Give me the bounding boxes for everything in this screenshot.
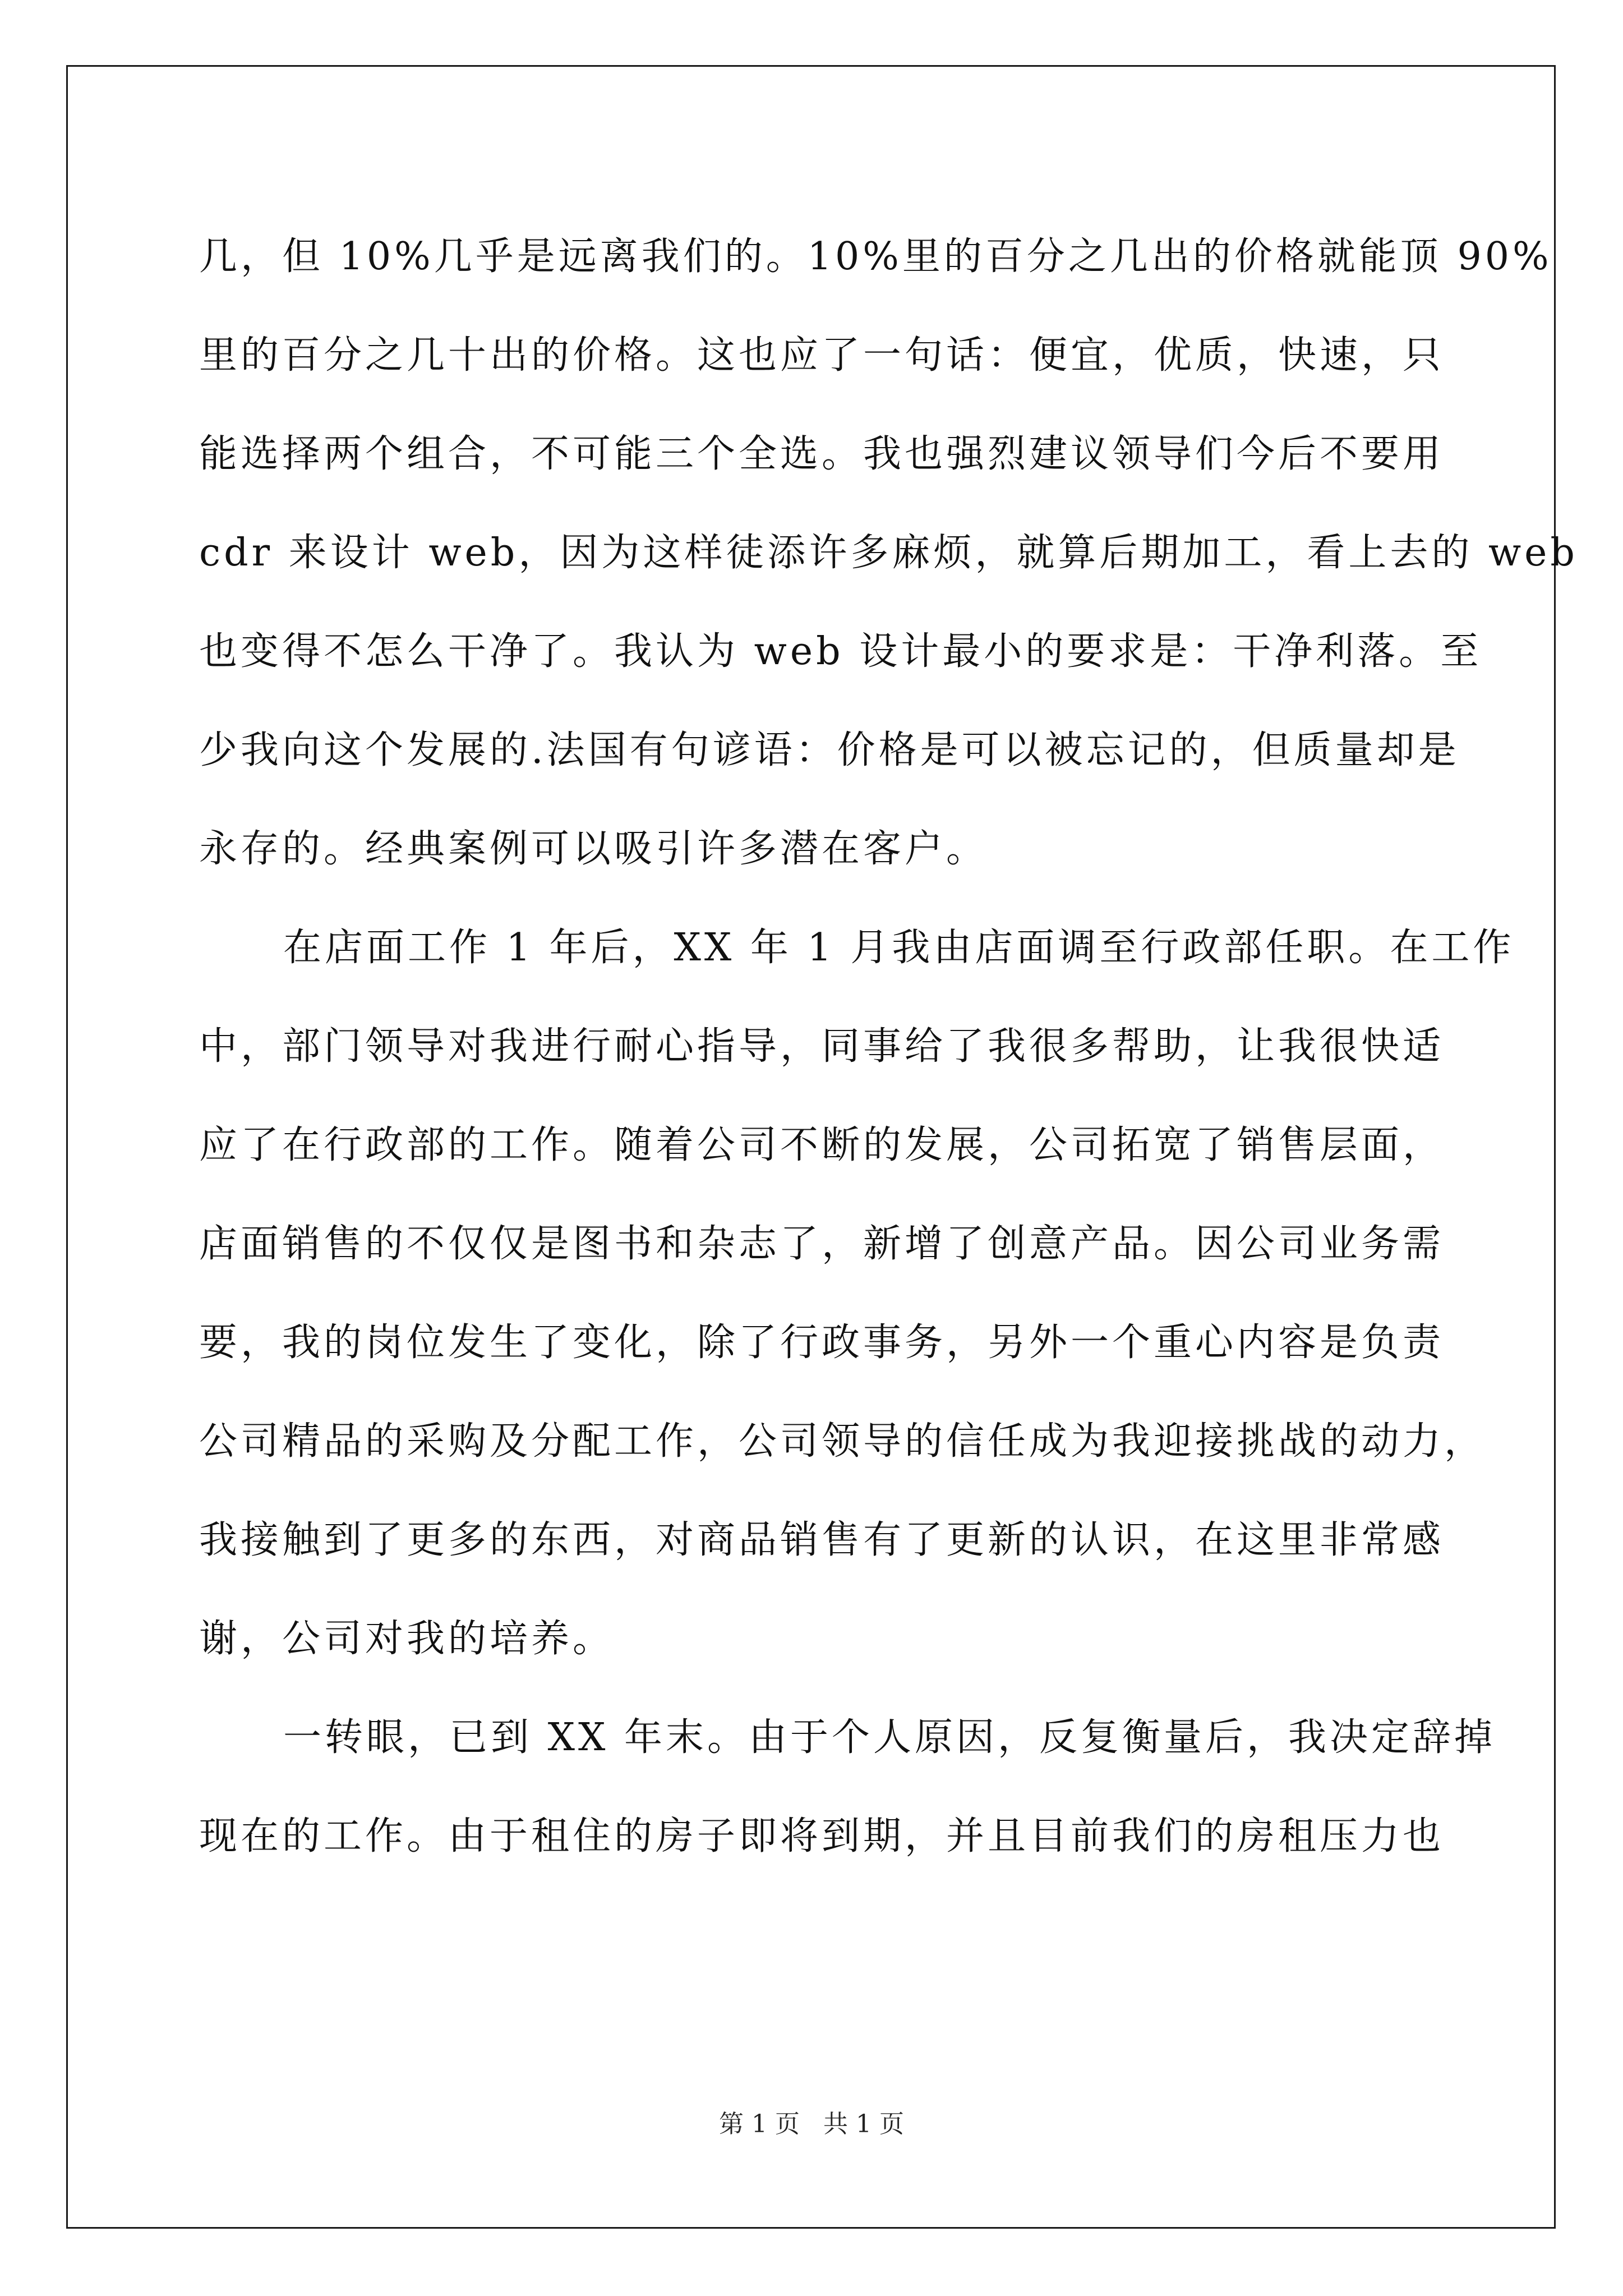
document-body [199,208,1578,1886]
paragraph-line: cdr 来设计 web，因为这样徒添许多麻烦，就算后期加工，看上去的 web [199,531,1578,575]
paragraph-line: 我接触到了更多的东西，对商品销售有了更新的认识，在这里非常感 [199,1518,1445,1562]
paragraph-line: 里的百分之几十出的价格。这也应了一句话：便宜，优质，快速，只 [199,333,1445,378]
paragraph-line: 也变得不怎么干净了。我认为 web 设计最小的要求是：干净利落。至 [199,629,1482,674]
paragraph-line: 在店面工作 1 年后，XX 年 1 月我由店面调至行政部任职。在工作 [283,926,1515,970]
paragraph-line: 公司精品的采购及分配工作，公司领导的信任成为我迎接挑战的动力， [199,1419,1486,1464]
paragraph-line: 谢，公司对我的培养。 [199,1617,615,1661]
paragraph-1 [199,208,1578,899]
paragraph-line: 少我向这个发展的.法国有句谚语：价格是可以被忘记的，但质量却是 [199,728,1460,772]
paragraph-line: 店面销售的不仅仅是图书和杂志了，新增了创意产品。因公司业务需 [199,1222,1445,1266]
paragraph-line: 要，我的岗位发生了变化，除了行政事务，另外一个重心内容是负责 [199,1320,1445,1365]
paragraph-line: 中，部门领导对我进行耐心指导，同事给了我很多帮助，让我很快适 [199,1024,1445,1069]
page-footer [0,2104,1623,2139]
page-total: 共 1 页 [823,2110,904,2138]
paragraph-line: 能选择两个组合，不可能三个全选。我也强烈建议领导们今后不要用 [199,432,1445,476]
paragraph-line: 一转眼，已到 XX 年末。由于个人原因，反复衡量后，我决定辞掉 [283,1715,1496,1760]
paragraph-3 [199,1688,1496,1886]
paragraph-line: 永存的。经典案例可以吸引许多潜在客户。 [199,827,988,871]
paragraph-line: 几，但 10%几乎是远离我们的。10%里的百分之几出的价格就能顶 90% [199,234,1552,279]
page-number: 第 1 页 [719,2110,800,2138]
paragraph-line: 现在的工作。由于租住的房子即将到期，并且目前我们的房租压力也 [199,1814,1445,1858]
paragraph-line: 应了在行政部的工作。随着公司不断的发展，公司拓宽了销售层面， [199,1123,1445,1167]
paragraph-2 [199,899,1515,1688]
